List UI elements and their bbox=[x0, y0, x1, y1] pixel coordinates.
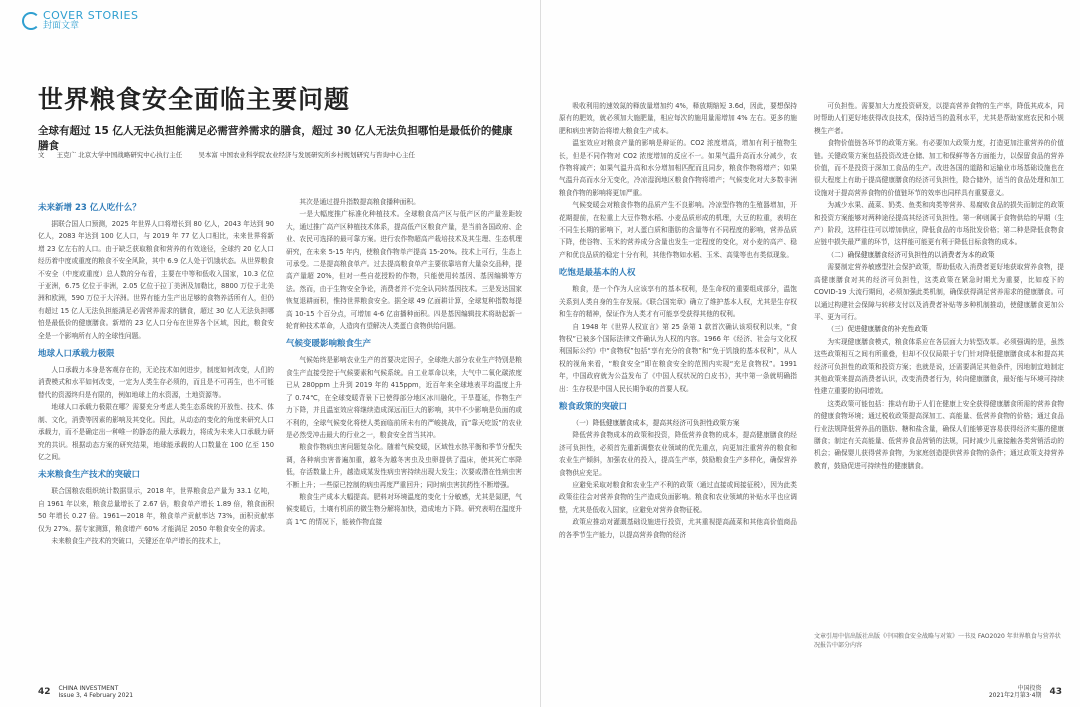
publication-name: 中国投资 bbox=[1017, 685, 1042, 692]
paragraph: 气候变暖会对粮食作物的品质产生不良影响。冷凉型作物的生殖器增加，开花期提前，在粒重上大豆作物水稻、小麦品质形成的机理，大豆的粒重，表明在不同生长期的影响下，对人蛋白质和脂肪的含量等有不同程度的影响，营养品质下降，使谷物、玉米的营养成分含量也发生一定程度的变化，对小麦的高产、稳产和优良品质的稳定十分有利，其他作物如水稻、玉米、高粱等也有类似现象。 bbox=[559, 201, 797, 259]
section-heading: 未来粮食生产技术的突破口 bbox=[38, 470, 141, 481]
paragraph: 这类政策可能包括：推动有助于人们在健康上安全获得健康膳食所需的营养食物的健康食物环境；通过税收政策提高深加工、高能量、低营养食物的价格；通过食品行业法规降低营养品的脂肪、糖和盐含量，确保人们能够更容易获得经济实惠的健康膳食；制定有关高能量、低营养食品营销的法规，同时减少儿童接触各类营销活动的机会；确保婴儿获得营养食物，为家庭创造提供营养食物的条件；通过政策支持营养教育，鼓励促进可持续性的健康膳食。 bbox=[814, 399, 1064, 470]
article-deck: 全球有超过 15 亿人无法负担能满足必需营养需求的膳食，超过 30 亿人无法负担哪怕是最低价的健康膳食 bbox=[38, 125, 513, 152]
paragraph: 应避免采取对粮食和农业生产不利的政策（通过直接或间接征税），因为此类政策往往会对营养食物的生产造成负面影响。粮食和农业领域的补贴水平也应调整，尤其是低收入国家，应避免对营养食物征税。 bbox=[559, 480, 797, 514]
page-number: 42 bbox=[38, 687, 51, 697]
section-heading: 粮食政策的突破口 bbox=[559, 401, 628, 412]
paragraph: 粮食，是一个作为人应该享有的基本权利，是生命权的重要组成部分，温饱关系到人类自身的生存发展。《联合国宪章》确立了维护基本人权，尤其是生存权和生存的精神，保证作为人类才有可能享受获得其他的权利。 bbox=[559, 285, 797, 319]
section-masthead bbox=[22, 10, 138, 31]
paragraph: 一是大幅度推广标准化种植技术。全球粮食高产区与低产区的产量差距较大，通过推广高产区种植技术体系，提高低产区粮食产量，是当前各国政府、企业、农民可选择的最可靠方案。进行农作物超高产栽培技术及其生理、生态机理研究，在未来 5-15 年内，使粮食作物单产提高 15-20%。技术上可行，生态上可承受。二是提高粮食单产。过去提高粮食单产主要依靠培育大量杂交品种，提高产量超 20%，但对一些自花授粉的作物，只能使用转基因、基因编辑等方法。然而，由于生物安全争论，消费者并不完全认同转基因技术。三是发达国家恢复退耕面积，惟持世界粮食安全。据全球 49 亿面耕计算，全球复种指数每提高 10-15 个百分点，可增加 4-6 亿亩播种面积。四是基因编辑技术将助起新一轮育种技术革命，人造肉有望解决人类蛋白食物供给问题。 bbox=[286, 210, 522, 331]
paragraph: 联合国粮农组织统计数据显示，2018 年，世界粮食总产量为 33.1 亿吨，自 1961 年以来，粮食总量增长了 2.67 倍，粮食单产增长 1.89 倍，粮食面积 50 年增长 0.27 倍。1961—2018 年，粮食单产贡献率达 73%，面积贡献率仅为 27%。据专家测算，粮食增产 60% 才能满足 2050 年粮食安全的需求。 bbox=[38, 487, 274, 533]
paragraph: 可负担性。需要加大力度投资研发，以提高营养食物的生产率，降低其成本，同时帮助人们更好地获得改良技术，保持适当的盈利水平，尤其是帮助家庭农民和小规模生产者。 bbox=[814, 102, 1064, 135]
publication-name: CHINA INVESTMENT bbox=[58, 685, 119, 692]
right-column-1 bbox=[559, 100, 797, 680]
issue-info: Issue 3, 4 February 2021 bbox=[58, 692, 134, 699]
source-note: 文章引用中信出版社出版《中国粮食安全战略与对策》一书及 FAO2020 年世界粮食与营养状况报告中部分内容 bbox=[814, 633, 1061, 649]
paragraph: 政策应推动对灌溉基础设施进行投资，尤其重视提高蔬菜和其他高价值商品的各季节生产能力，以提高营养食物的经济 bbox=[559, 518, 797, 539]
right-column-2 bbox=[814, 100, 1064, 625]
paragraph: 为减少水果、蔬菜、奶类、鱼类和肉类等营养、易腐败食品的损失而制定的政策和投资方案能够对两种途径提高其经济可负担性。第一种则属于食物供给的早期（生产）阶段，这样往往可以增加供应，降低食品的市场批发价格；第二种是降低食物食应链中损失最严重的环节，这样能可能更有利于降低目标食物的成本。 bbox=[814, 201, 1064, 247]
paragraph: 气候始终是影响农业生产的首要决定因子，全球绝大部分农业生产特别是粮食生产直接受控于气候要素和气候系统。自工业革命以来，大气中二氧化碳浓度已从 280ppm 上升到 2019 年的 415ppm，近百年来全球地表平均温度上升了 0.74℃，在全球变暖背景下已使得部分地区冰川融化，干旱蔓延，作物生产力下降，并且温室效应将继续造成深远而巨大的影响，其中不少影响是负面的或不利的，全球气候变化将使人类面临前所未有的严峻挑战，而“靠天吃饭”的农业是必然受冲击最大的行业之一，粮食安全首当其冲。 bbox=[286, 356, 522, 439]
author-2-affiliation: 中国农业科学院农业经济与发展研究所乡村规划研究与咨询中心主任 bbox=[219, 151, 415, 159]
paragraph: 为实现健康膳食模式，粮食体系应在各层面大力转型改革。必须强调的是，虽然这些政策相互之间有所重叠，但却不仅仅局限于专门针对降低健康膳食成本和提高其经济可负担性的政策和投资方案；也就是说，还需要满足其他条件，因地制宜地制定其他政策来提高消费者认识，改变消费者行为，转向健康膳食，最好能与环境可持续性建立重要的协同增效。 bbox=[814, 337, 1064, 396]
author-1-affiliation: 北京大学中国战略研究中心执行主任 bbox=[78, 151, 183, 159]
section-heading: 地球人口承载力极限 bbox=[38, 349, 115, 360]
subheading: （三）促进健康膳食的补充性政策 bbox=[827, 325, 928, 334]
logo-mark-icon bbox=[22, 12, 40, 30]
section-heading: 未来新增 23 亿人吃什么？ bbox=[38, 203, 141, 213]
paragraph: 降低营养食物成本的政策和投资，降低营养食物的成本，提高健康膳食的经济可负担性，必须首先重新调整农业领域的优先重点，向更加注重营养的粮食和农业生产倾斜，加强农业的投入，提高生产率，鼓励粮食生产多样化，确保营养食物供应充足。 bbox=[559, 431, 797, 477]
author-1: 王克广 bbox=[56, 151, 77, 159]
paragraph: 粮食生产成本大幅提高。肥料对环境温度的变化十分敏感，尤其是氮肥，气候变暖后，土壤有机质的微生物分解将加快，造成地力下降。研究表明在温度升高 1℃ 的情况下，能被作物直接 bbox=[286, 492, 522, 526]
byline-label: 文 bbox=[38, 151, 45, 159]
byline bbox=[38, 150, 528, 159]
paragraph: 温室效应对粮食产量的影响是辩证的。CO2 浓度增高，增加有利于植物生长，但是不同作物对 CO2 浓度增加的反应不一。如果气温升高而水分减少，农作物将减产；如果气温升高和水分增加相匹配而且同步，粮食作物将增产；如果气温升高而水分无变化，冷凉湿润地区粮食作物将增产；气候变化对大多数非洲粮食作物的影响将更加严重。 bbox=[559, 139, 797, 197]
page-number: 43 bbox=[1049, 687, 1062, 697]
subheading: （一）降低健康膳食成本，提高其经济可负担性政策方案 bbox=[572, 418, 740, 427]
paragraph: 地球人口承载力极限在哪？需要充分考虑人类生态系统的开放性、技术、体制、文化，消费等因素的影响及其变化。因此，从动态的变化的角度来研究人口承载力，而不是确定出一种唯一的静态的最大承载力，将成为未来人口承载力研究的共识。根据动态方案的研究结果，地球能承载的人口数量在 100 亿至 150 亿之间。 bbox=[38, 403, 274, 461]
left-column-2 bbox=[286, 196, 522, 676]
paragraph: 粮食作物病虫害问题复杂化。随着气候变暖，区域性水热平衡和季节分配失调，各种病虫害普遍加重，越冬为越冬害虫及虫卵提供了温床，使其死亡率降低，存活数量上升，越造成某发性病虫害持续出现大发生；次要或潜在性病虫害不断上升；一些原已控制的病虫再度严重回升；同时病虫害抗药性不断增强。 bbox=[286, 443, 522, 489]
paragraph: 自 1948 年《世界人权宣言》第 25 条第 1 款首次确认该项权利以来，“食物权”已被多个国际法律文件确认为人权的内容。1966 年《经济、社会与文化权利国际公约》中“食物权”包括“享有充分的食物”和“免于饥饿的基本权利”，从人权的视角来看，“粮食安全”即在粮食安全的范围内实现“充足食物权”。1991 年，中国政府就为公益发布了《中国人权状况的白皮书》，其中第一条就明确指出：生存权是中国人民长期争取的首要人权。 bbox=[559, 322, 797, 393]
article-headline: 世界粮食安全面临主要问题 bbox=[38, 85, 351, 114]
paragraph: 食物价值链各环节的政策方案。有必要加大政策力度，打造更加注重营养的价值链。关键政策方案包括投资改进仓储、加工和保鲜等各方面能力，以保留食品的营养价值，而不是投资于深加工食品的生产。改进各国的道路和运输业市场基础设施也在很大程度上有助于提高健康膳食的经济可负担性，除合储外，适当的食品处理和加工设施对于提高营养食物的价值链环节的效率也同样具有重要意义。 bbox=[814, 139, 1064, 197]
left-column-1 bbox=[38, 196, 274, 676]
paragraph: 其次是通过提升指数提高粮食播种面积。 bbox=[299, 198, 420, 206]
section-heading: 气候变暖影响粮食生产 bbox=[286, 339, 372, 350]
masthead-en: COVER STORIES bbox=[43, 9, 139, 22]
paragraph: 需要制定营养敏感型社会保护政策，帮助低收入消费者更好地获取营养食物，提高健康膳食对其的经济可负担性，这类政策在紧急时期尤为重要，比如疫下的 COVID-19 大流行期间，必须加强此类机制，确保获得满足营养需求的健康膳食。可以通过构建社会保障与转移支付以及消费者补贴等多种机制推动，使健康膳食更加公平、更为可行。 bbox=[814, 263, 1064, 321]
right-footer bbox=[989, 685, 1062, 699]
paragraph: 吸收利用的速效氮的释放量增加约 4%，释放期缩短 3.6d，因此，要想保持原有的肥效，就必须加大施肥量，相应每次的施用量需增加 4% 左右。更多的施肥和病虫害防治将增大粮食生产成本。 bbox=[559, 102, 797, 135]
left-footer bbox=[38, 685, 133, 699]
issue-info: 2021年2月第3·4期 bbox=[988, 692, 1042, 699]
section-heading: 吃饱是最基本的人权 bbox=[559, 268, 636, 279]
masthead-cn: 封面文章 bbox=[43, 21, 80, 31]
paragraph: 未来粮食生产技术的突破口，关键还在单产增长的技术上， bbox=[51, 536, 226, 545]
paragraph: 人口承载力本身是客观存在的，无论技术如何进步，制度如何改变，人们的消费模式和水平如何改变，一定为人类生存必须的，而且是不可再生，也不可能替代的资源终归是有限的，例如地球上的水资源，土地资源等。 bbox=[38, 366, 274, 399]
right-page bbox=[540, 0, 1080, 707]
paragraph: 据联合国人口预测，2025 年世界人口将增长到 80 亿人，2043 年达到 90 亿人，2083 年达到 100 亿人口，与 2019 年 77 亿人口相比，未来世界将新增 23 亿左右的人口。由于缺乏获取粮食和营养的有效途径，全球约 20 亿人口经历着中度或重度的粮食不安全风险，其中 6.9 亿人处于饥饿状态。从世界粮食不安全（中度或重度）总人数的分布看，主要在中等和低收入国家，10.3 亿位于亚洲，6.75 亿位于非洲，2.05 亿位于拉丁美洲及加勒比，8800 万位于北美洲和欧洲，590 万位于大洋洲。世界有能力生产出足够的食物养活所有人，但仍有超过 15 亿人无法负担能满足必需营养需求的膳食，超过 30 亿人无法负担哪怕是最低价的健康膳食。新增的 23 亿人口分布在世界各个区域，因此，粮食安全是一个影响所有人的全球性问题。 bbox=[38, 220, 274, 340]
author-2: 吴本富 bbox=[198, 151, 218, 159]
subheading: （二）确保健康膳食经济可负担性的以消费者为本的政策 bbox=[827, 250, 995, 259]
